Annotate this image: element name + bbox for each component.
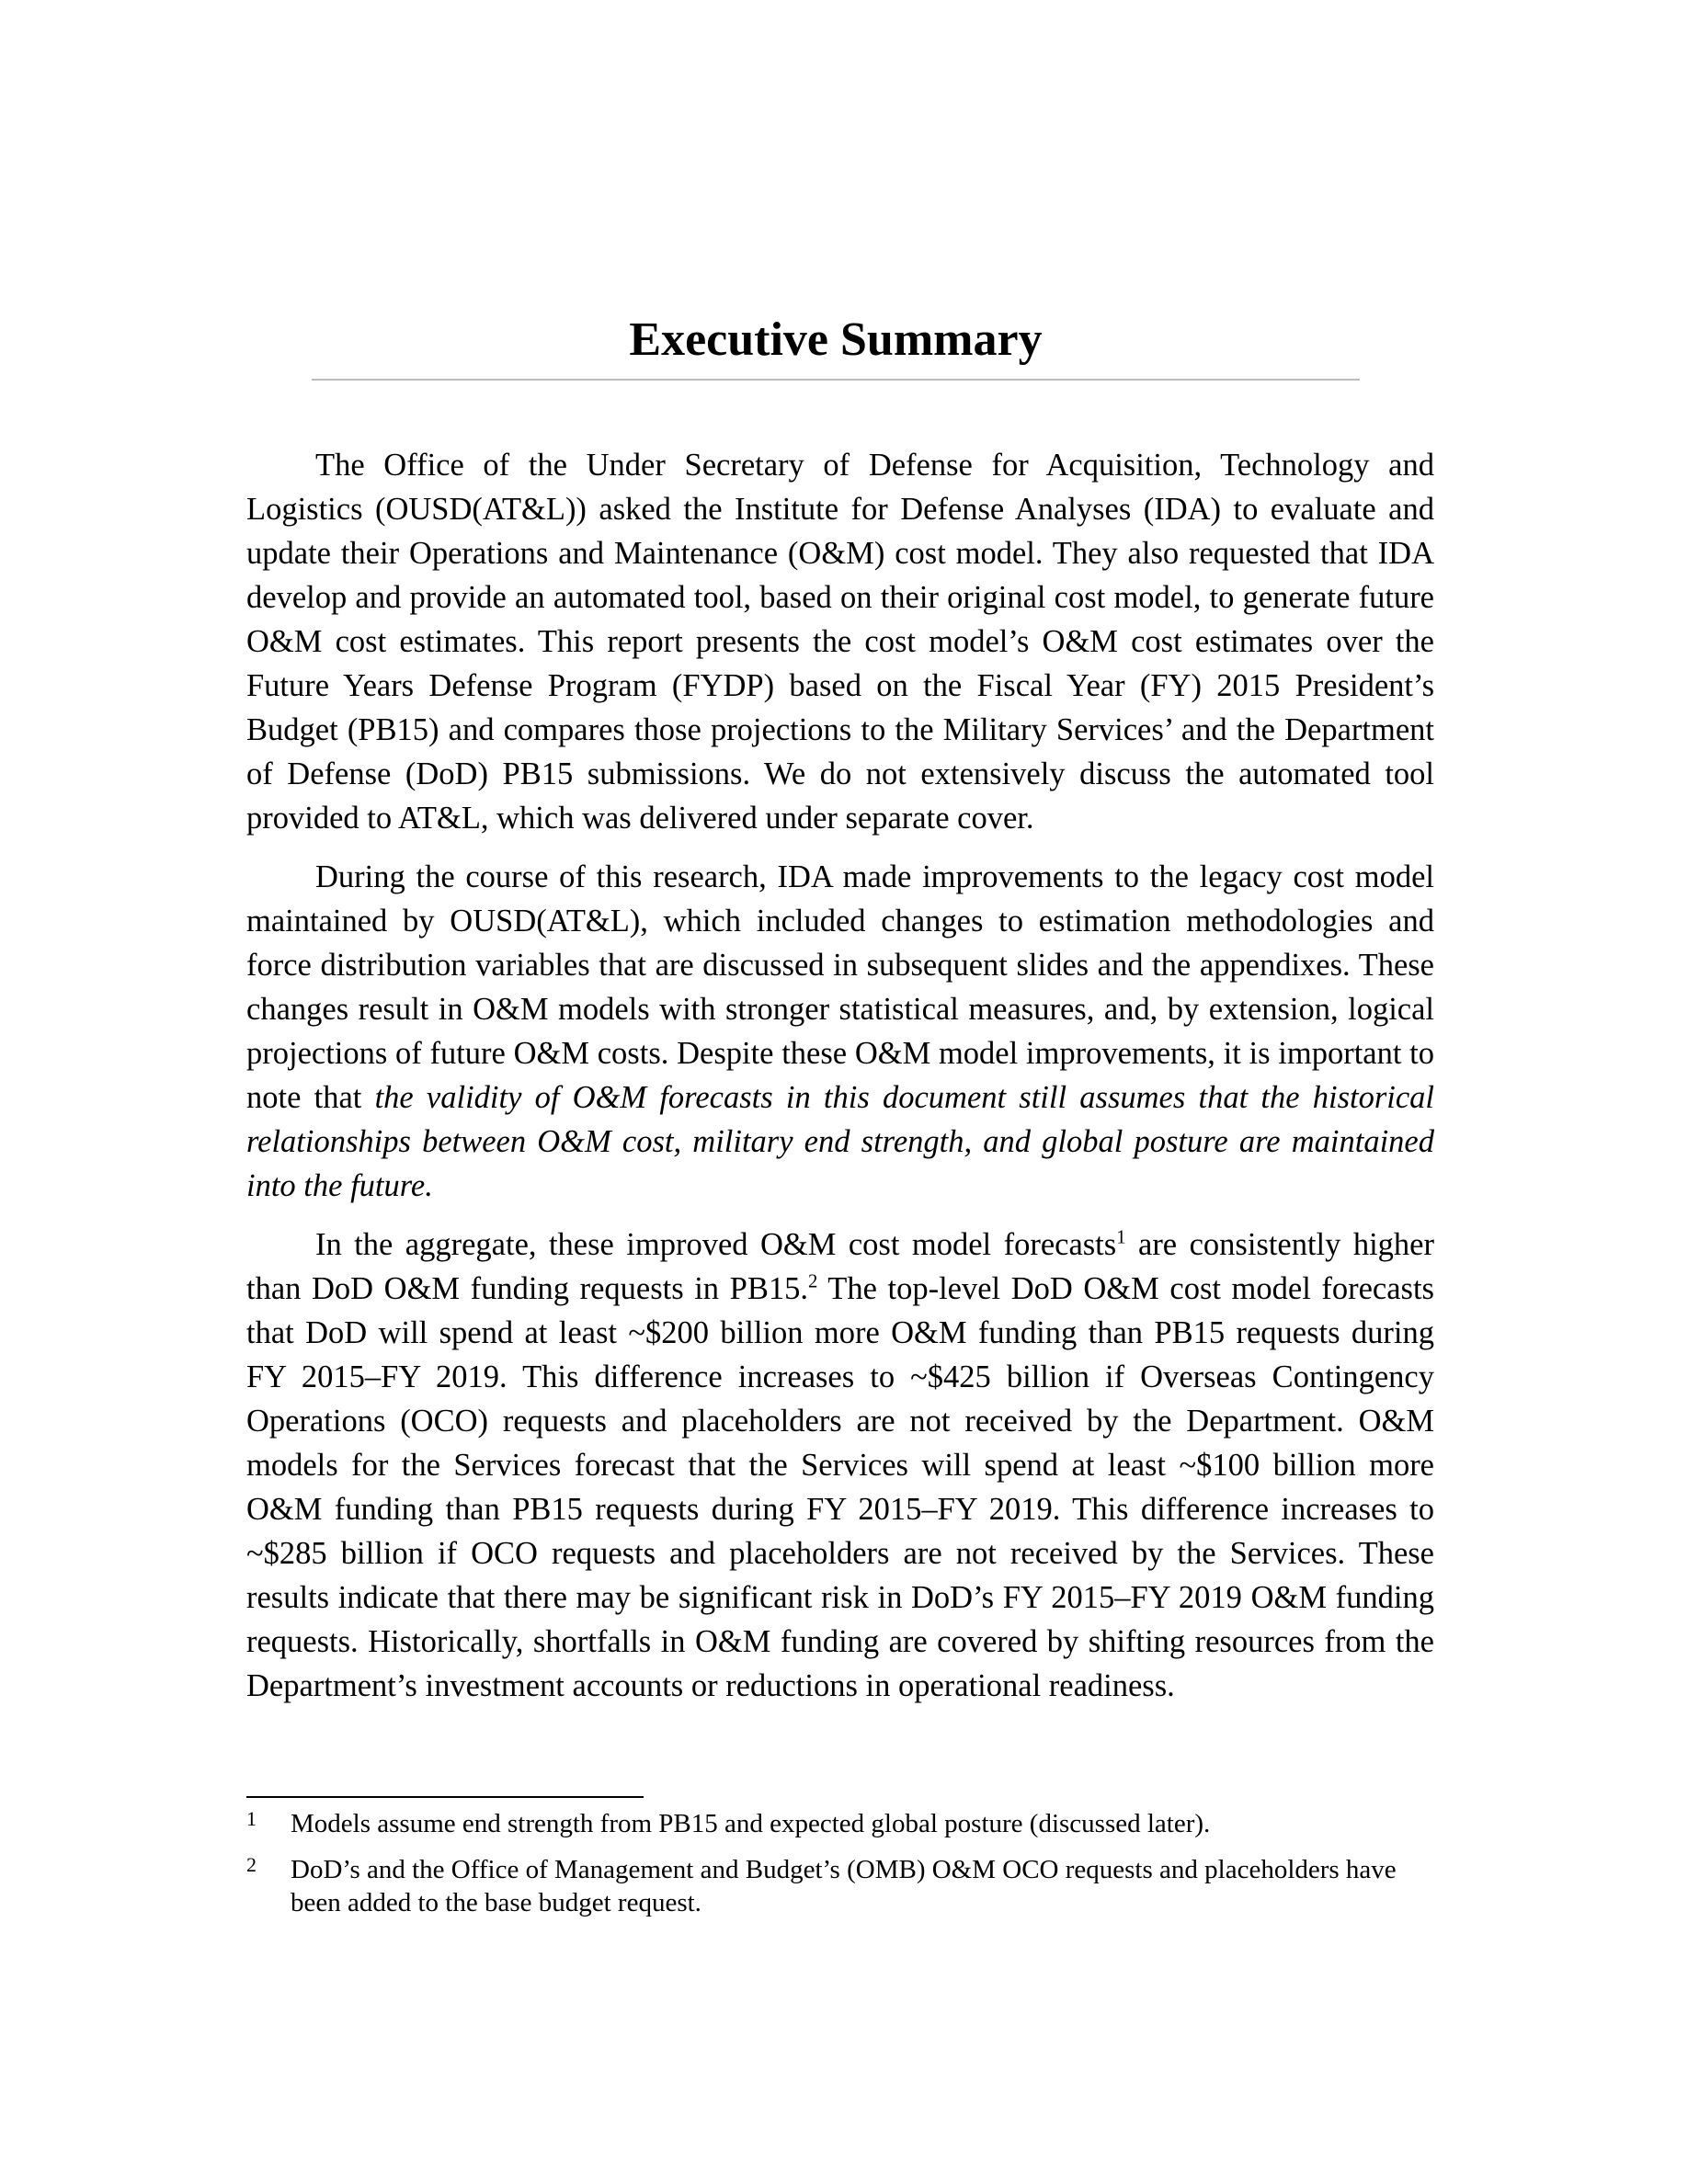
paragraph-2 [246,855,1434,1208]
footnote-text: Models assume end strength from PB15 and expected global posture (discussed later). [291,1809,1211,1838]
paragraph-1-text: The Office of the Under Secretary of Defense for Acquisition, Technology and Logistics (OUSD(AT&L)) asked the Institute for Defense Analyses (IDA) to evaluate and update their Operations and Maintenance (O&M) cost model. They also requested that IDA develop and provide an automated tool, based on their original cost model, to generate future O&M cost estimates. This report presents the cost model’s O&M cost estimates over the Future Years Defense Program (FYDP) based on the Fiscal Year (FY) 2015 President’s Budget (PB15) and compares those projections to the Military Services’ and the Department of Defense (DoD) PB15 submissions. We do not extensively discuss the automated tool provided to AT&L, which was delivered under separate cover. [246,448,1434,836]
footnote-number: 1 [246,1807,257,1830]
paragraph-3-text-part-3: The top-level DoD O&M cost model forecasts that DoD will spend at least ~$200 billion more O&M funding than PB15 requests during FY 2015–FY 2019. This difference increases to ~$425 billion if Overseas Contingency Operations (OCO) requests and placeholders are not received by the Department. O&M models for the Services forecast that the Services will spend at least ~$100 billion more O&M funding than PB15 requests during FY 2015–FY 2019. This difference increases to ~$285 billion if OCO requests and placeholders are not received by the Services. These results indicate that there may be significant risk in DoD’s FY 2015–FY 2019 O&M funding requests. Historically, shortfalls in O&M funding are covered by shifting resources from the Department’s investment accounts or reductions in operational readiness. [246,1271,1434,1703]
paragraph-3 [246,1223,1434,1708]
paragraph-2-text: During the course of this research, IDA made improvements to the legacy cost model maintained by OUSD(AT&L), which included changes to estimation methodologies and force distribution variables that are discussed in subsequent slides and the appendixes. These changes result in O&M models with stronger statistical measures, and, by extension, logical projections of future O&M costs. Despite these O&M model improvements, it is important to note that [246,859,1434,1115]
page-title: Executive Summary [629,313,1043,366]
title-underline-rule [312,379,1360,381]
paragraph-1 [246,443,1434,840]
paragraph-3-text-part-1: In the aggregate, these improved O&M cost model forecasts [315,1227,1117,1262]
footnotes [246,1807,1434,1932]
footnote-ref-2: 2 [807,1271,818,1292]
footnote-number: 2 [246,1853,257,1876]
footnote-1 [246,1807,1434,1840]
footnote-ref-1: 1 [1116,1227,1126,1248]
footnote-text: DoD’s and the Office of Management and Budget’s (OMB) O&M OCO requests and placeholders have been added to the base budget request. [291,1855,1397,1917]
body-text [246,443,1434,1723]
paragraph-2-italic-text: the validity of O&M forecasts in this document still assumes that the historical relationships between O&M cost, military end strength, and global posture are maintained into the future. [246,1080,1434,1203]
footnote-2 [246,1853,1434,1919]
footnote-separator [246,1796,644,1798]
paragraph-3-text-part-2: are consistently higher than DoD O&M funding requests in PB15. [246,1227,1434,1306]
